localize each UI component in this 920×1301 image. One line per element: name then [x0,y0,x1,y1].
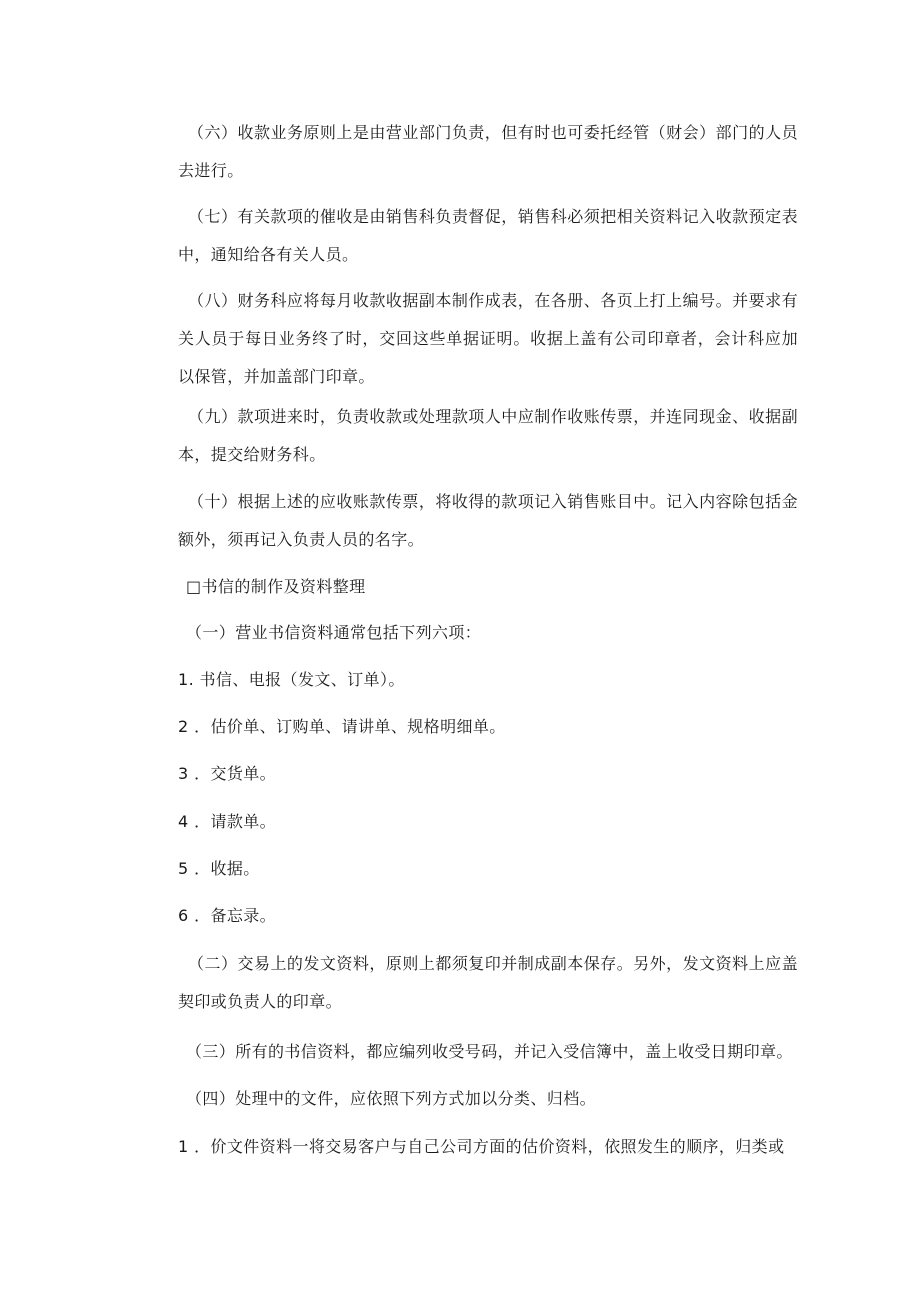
paragraph-10: （十）根据上述的应收账款传票，将收得的款项记入销售账目中。记入内容除包括金额外，须再记入负责人员的名字。 [178,492,798,549]
list-item: 2 ．估价单、订购单、请讲单、规格明细单。 [178,717,506,736]
paragraph-3: （三）所有的书信资料，都应编列收受号码，并记入受信簿中，盖上收受日期印章。 [186,1042,793,1061]
paragraph-2: （二）交易上的发文资料，原则上都须复印并制成副本保存。另外，发文资料上应盖契印或负责人的印章。 [178,954,798,1011]
paragraph-9: （九）款项进来时，负责收款或处理款项人中应制作收账传票，并连同现金、收据副本，提交给财务科。 [178,407,798,464]
paragraph-4: （四）处理中的文件，应依照下列方式加以分类、归档。 [186,1089,597,1108]
list-intro: （一）营业书信资料通常包括下列六项： [186,623,482,642]
list-item: 3 ．交货单。 [178,764,277,783]
paragraph-7: （七）有关款项的催收是由销售科负责督促，销售科必须把相关资料记入收款预定表中，通知给各有关人员。 [178,207,798,264]
sub-item-1: 1 ．价文件资料一将交易客户与自己公司方面的估价资料，依照发生的顺序，归类或 [178,1137,785,1156]
paragraph-6: （六）收款业务原则上是由营业部门负责，但有时也可委托经管（财会）部门的人员去进行。 [178,123,798,180]
list-item: 5 ．收据。 [178,859,260,878]
list-item: 1. 书信、电报（发文、订单）。 [178,670,405,689]
paragraph-8: （八）财务科应将每月收款收据副本制作成表，在各册、各页上打上编号。并要求有关人员于每日业务终了时，交回这些单据证明。收据上盖有公司印章者，会计科应加以保管，并加盖部门印章。 [178,291,798,386]
list-item: 4 ．请款单。 [178,812,277,831]
section-heading: □书信的制作及资料整理 [186,577,366,596]
list-item: 6 ．备忘录。 [178,906,277,925]
